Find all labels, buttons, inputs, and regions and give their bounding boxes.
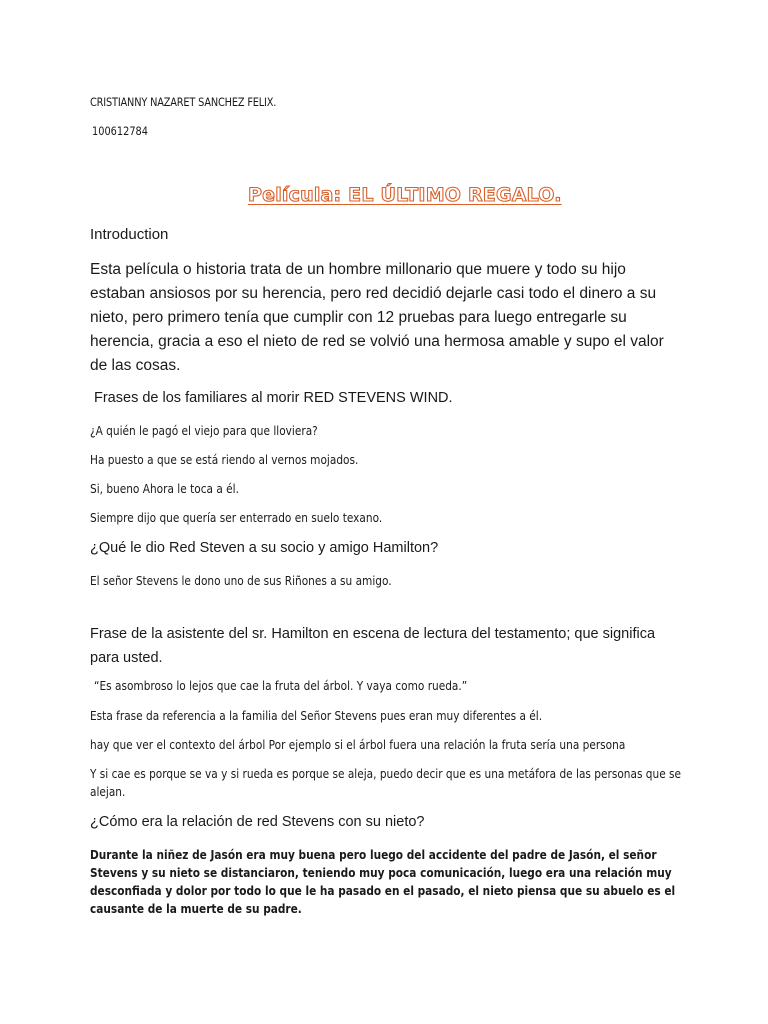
author-name: CRISTIANNY NAZARET SANCHEZ FELIX. <box>90 95 277 109</box>
asistente-heading: Frase de la asistente del sr. Hamilton en escena de lectura del testamento; que significa para usted. <box>90 626 656 666</box>
asistente-line: Esta frase da referencia a la familia del Señor Stevens pues eran muy diferentes a él. <box>90 709 543 723</box>
frase-line: ¿A quién le pagó el viejo para que lloviera? <box>90 424 318 438</box>
asistente-quote: “Es asombroso lo lejos que cae la fruta del árbol. Y vaya como rueda.” <box>94 679 468 693</box>
frases-heading: Frases de los familiares al morir RED STEVENS WIND. <box>94 390 453 406</box>
intro-paragraph: Esta película o historia trata de un hombre millonario que muere y todo su hijo estaban ansiosos por su herencia, pero red decidió dejarle casi todo el dinero a su nieto, pero primero tenía que cumplir con 12 pruebas para luego entregarle su herencia, gracia a eso el nieto de red se volvió una hermosa amable y supo el valor de las cosas. <box>90 261 664 374</box>
frase-line: Siempre dijo que quería ser enterrado en suelo texano. <box>90 511 383 525</box>
student-id: 100612784 <box>92 124 148 138</box>
hamilton-heading: ¿Qué le dio Red Steven a su socio y amigo Hamilton? <box>90 540 439 556</box>
relacion-heading: ¿Cómo era la relación de red Stevens con su nieto? <box>90 814 425 830</box>
relacion-paragraph: Durante la niñez de Jasón era muy buena pero luego del accidente del padre de Jasón, el señor Stevens y su nieto se distanciaron, teniendo muy poca comunicación, luego era una relación muy desconfiada y dolor por todo lo que le ha pasado en el pasado, el nieto piensa que su abuelo es el causante de la muerte de su padre. <box>90 848 676 916</box>
frase-line: Ha puesto a que se está riendo al vernos mojados. <box>90 453 359 467</box>
asistente-line: hay que ver el contexto del árbol Por ejemplo si el árbol fuera una relación la fruta sería una persona <box>90 738 626 752</box>
frase-line: Si, bueno Ahora le toca a él. <box>90 482 239 496</box>
hamilton-answer: El señor Stevens le dono uno de sus Riñones a su amigo. <box>90 574 392 588</box>
intro-heading: Introduction <box>90 226 169 243</box>
asistente-line: Y si cae es porque se va y si rueda es porque se aleja, puedo decir que es una metáfora de las personas que se alejan. <box>90 767 682 799</box>
document-title: Película: EL ÚLTIMO REGALO. <box>248 184 562 206</box>
